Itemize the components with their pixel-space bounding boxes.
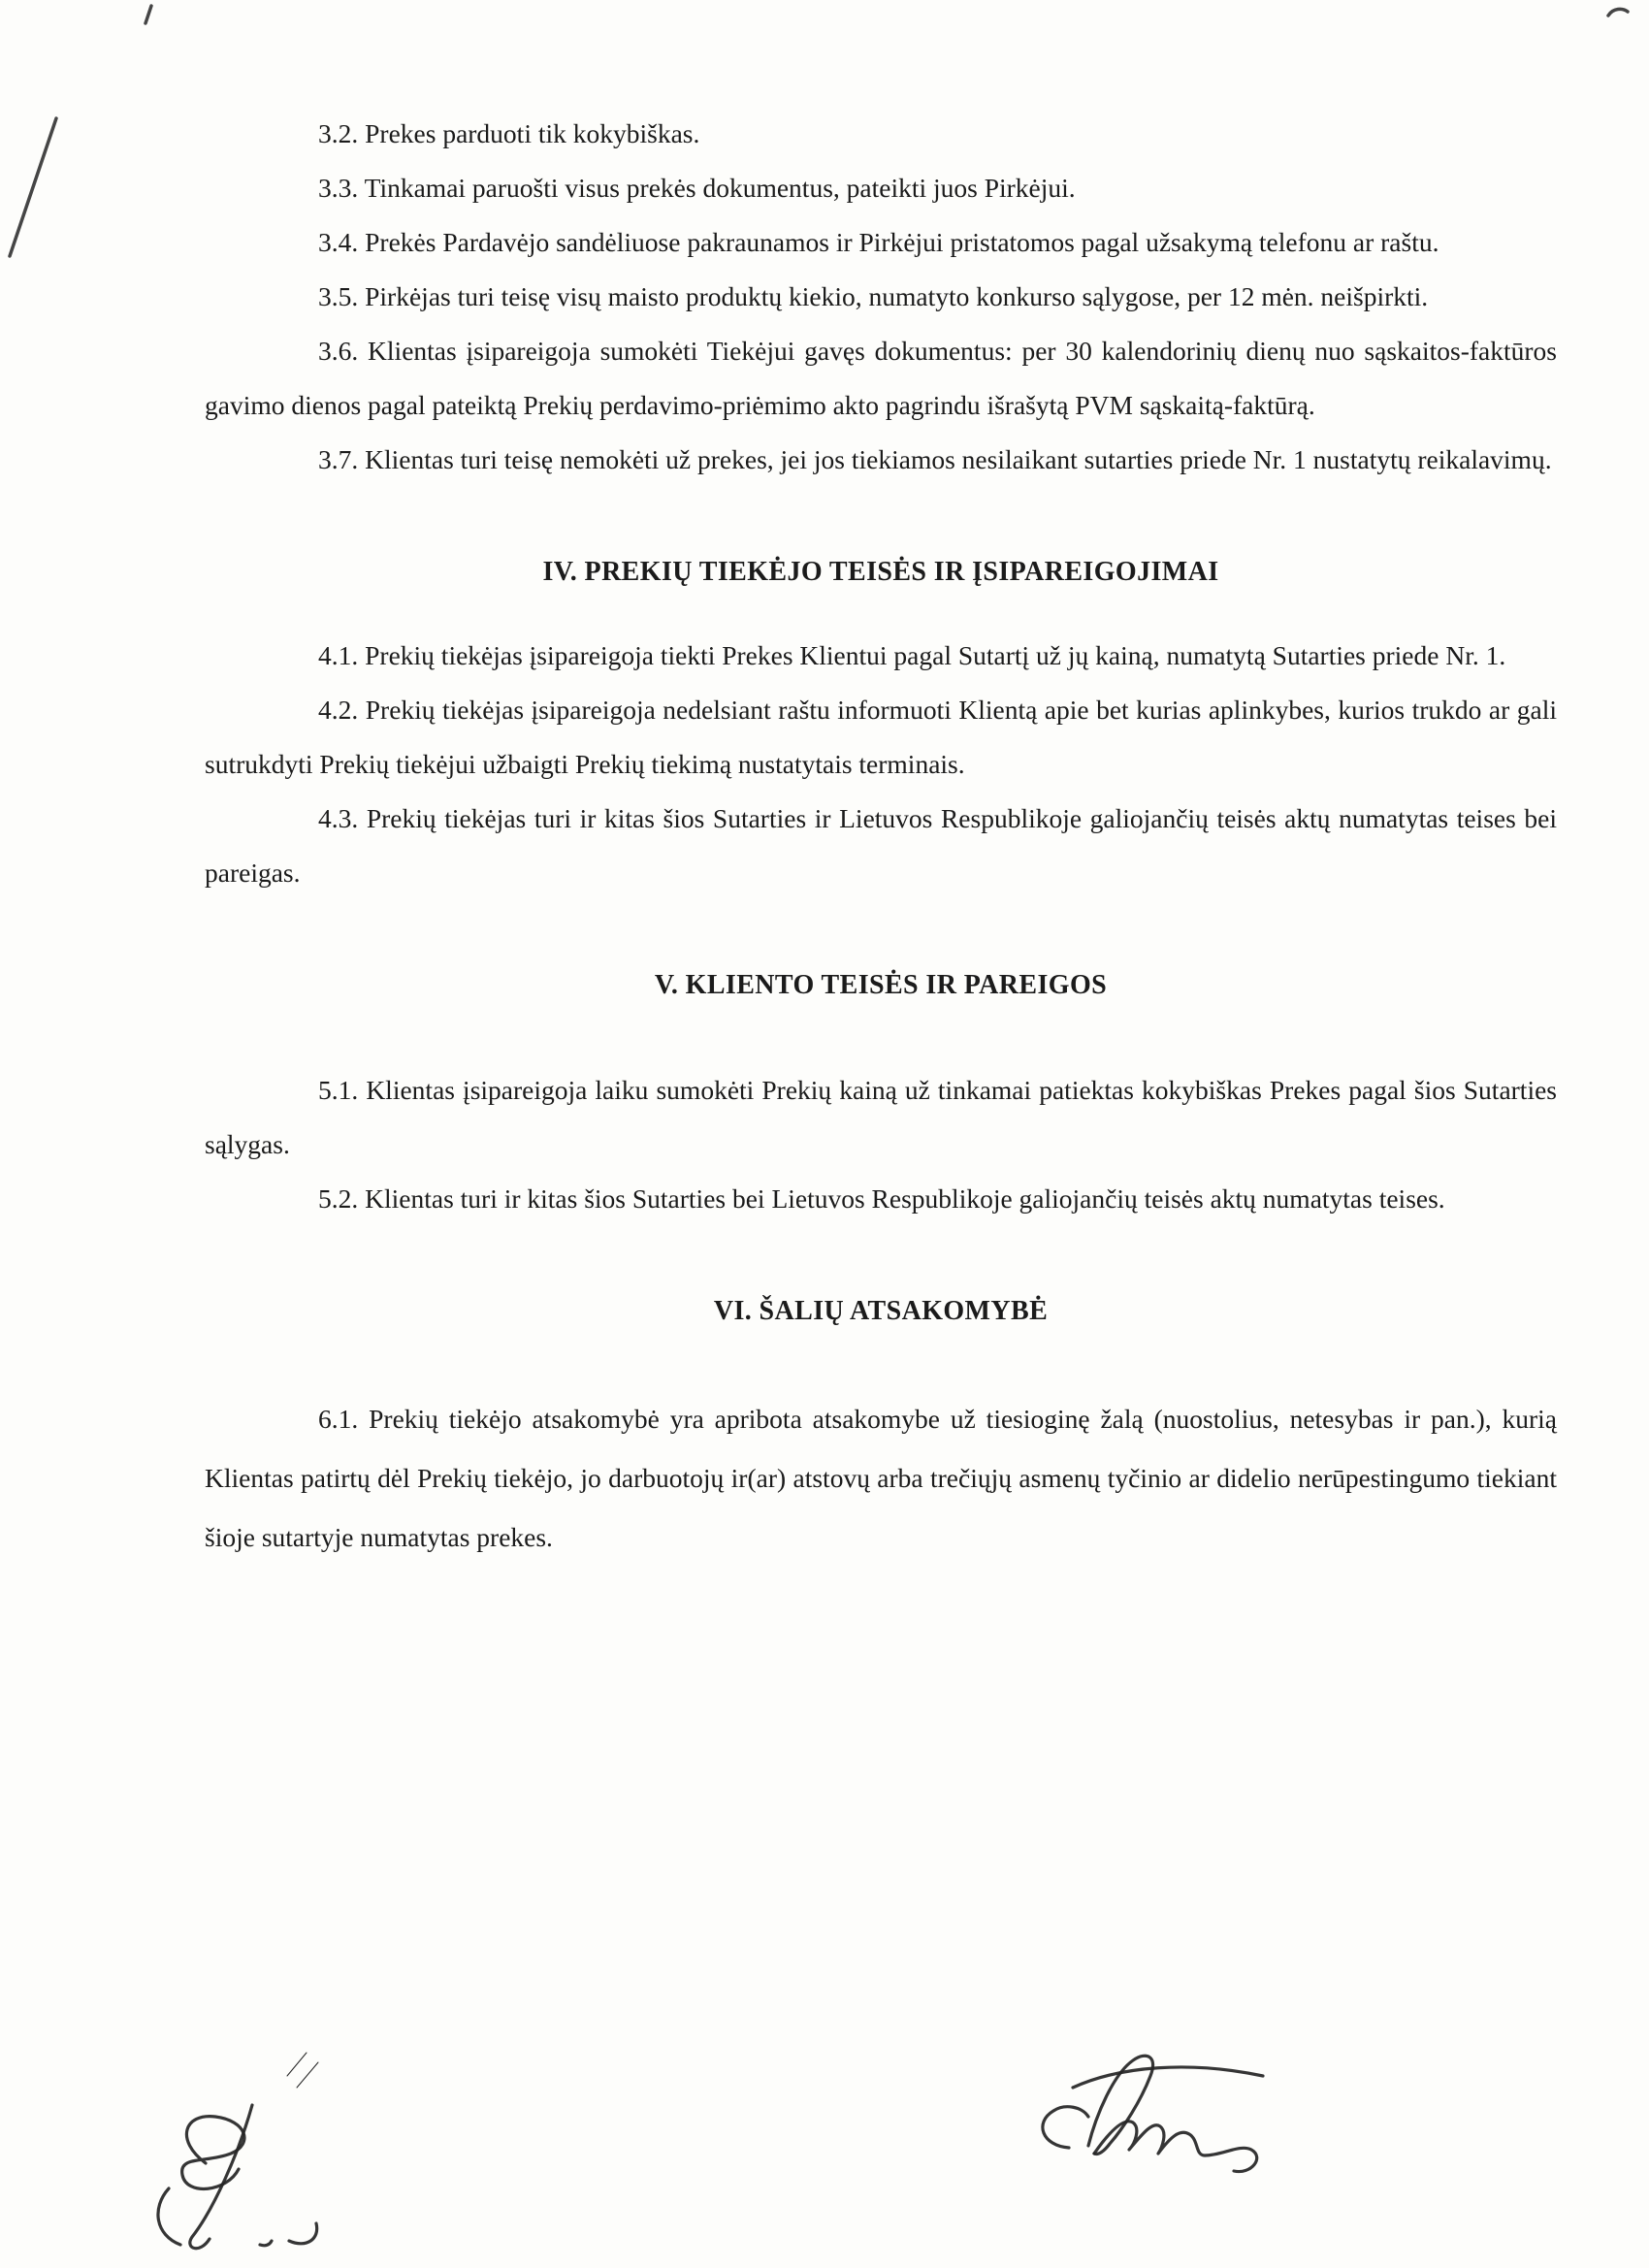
clause-4-3: 4.3. Prekių tiekėjas turi ir kitas šios Sutarties ir Lietuvos Respublikoje galiojančių teisės aktų numatytas teises bei pareigas. bbox=[205, 803, 1557, 888]
section-heading-vi: VI. ŠALIŲ ATSAKOMYBĖ bbox=[713, 1296, 1049, 1326]
section-heading-iv: IV. PREKIŲ TIEKĖJO TEISĖS IR ĮSIPAREIGOJIMAI bbox=[542, 557, 1219, 587]
contract-body bbox=[205, 107, 1557, 1567]
clause-3-7: 3.7. Klientas turi teisę nemokėti už prekes, jei jos tiekiamos nesilaikant sutarties priede Nr. 1 nustatytų reikalavimų. bbox=[318, 444, 1552, 474]
scan-mark-top-left bbox=[142, 4, 157, 27]
clause-5-1: 5.1. Klientas įsipareigoja laiku sumokėti Prekių kainą už tinkamai patiektas kokybiškas Prekes pagal šios Sutarties sąlygas. bbox=[205, 1075, 1557, 1159]
clause-6-1: 6.1. Prekių tiekėjo atsakomybė yra apribota atsakomybe už tiesioginę žalą (nuostolius, netesybas ir pan.), kurią Klientas patirtų dėl Prekių tiekėjo, jo darbuotojų ir(ar) atstovų arba trečiųjų asmenų tyčinio ar didelio nerūpestingumo tiekiant šioje sutartyje numatytas prekes. bbox=[205, 1404, 1557, 1552]
section-heading-v: V. KLIENTO TEISĖS IR PAREIGOS bbox=[654, 970, 1108, 1000]
clause-3-4: 3.4. Prekės Pardavėjo sandėliuose pakraunamos ir Pirkėjui pristatomos pagal užsakymą telefonu ar raštu. bbox=[318, 227, 1439, 257]
signature-left bbox=[144, 2045, 347, 2260]
scan-mark-top-right bbox=[1605, 4, 1631, 21]
clause-3-2: 3.2. Prekes parduoti tik kokybiškas. bbox=[318, 118, 700, 148]
clause-3-6: 3.6. Klientas įsipareigoja sumokėti Tiekėjui gavęs dokumentus: per 30 kalendorinių dienų nuo sąskaitos-faktūros gavimo dienos pagal pateiktą Prekių perdavimo-priėmimo akto pagrindu išrašytą PVM sąskaitą-faktūrą. bbox=[205, 336, 1557, 420]
clause-4-2: 4.2. Prekių tiekėjas įsipareigoja nedelsiant raštu informuoti Klientą apie bet kurias aplinkybes, kurios trukdo ar gali sutrukdyti Prekių tiekėjui užbaigti Prekių tiekimą nustatytais terminais. bbox=[205, 695, 1557, 779]
clause-4-1: 4.1. Prekių tiekėjas įsipareigoja tiekti Prekes Klientui pagal Sutartį už jų kainą, numatytą Sutarties priede Nr. 1. bbox=[318, 640, 1506, 670]
clause-3-3: 3.3. Tinkamai paruošti visus prekės dokumentus, pateikti juos Pirkėjui. bbox=[318, 173, 1076, 203]
clause-5-2: 5.2. Klientas turi ir kitas šios Sutarties bei Lietuvos Respublikoje galiojančių teisės aktų numatytas teises. bbox=[318, 1183, 1445, 1214]
signature-right bbox=[1030, 2029, 1292, 2196]
pen-stroke-artifact bbox=[0, 109, 70, 268]
clause-3-5: 3.5. Pirkėjas turi teisę visų maisto produktų kiekio, numatyto konkurso sąlygose, per 12 mėn. neišpirkti. bbox=[318, 281, 1429, 311]
